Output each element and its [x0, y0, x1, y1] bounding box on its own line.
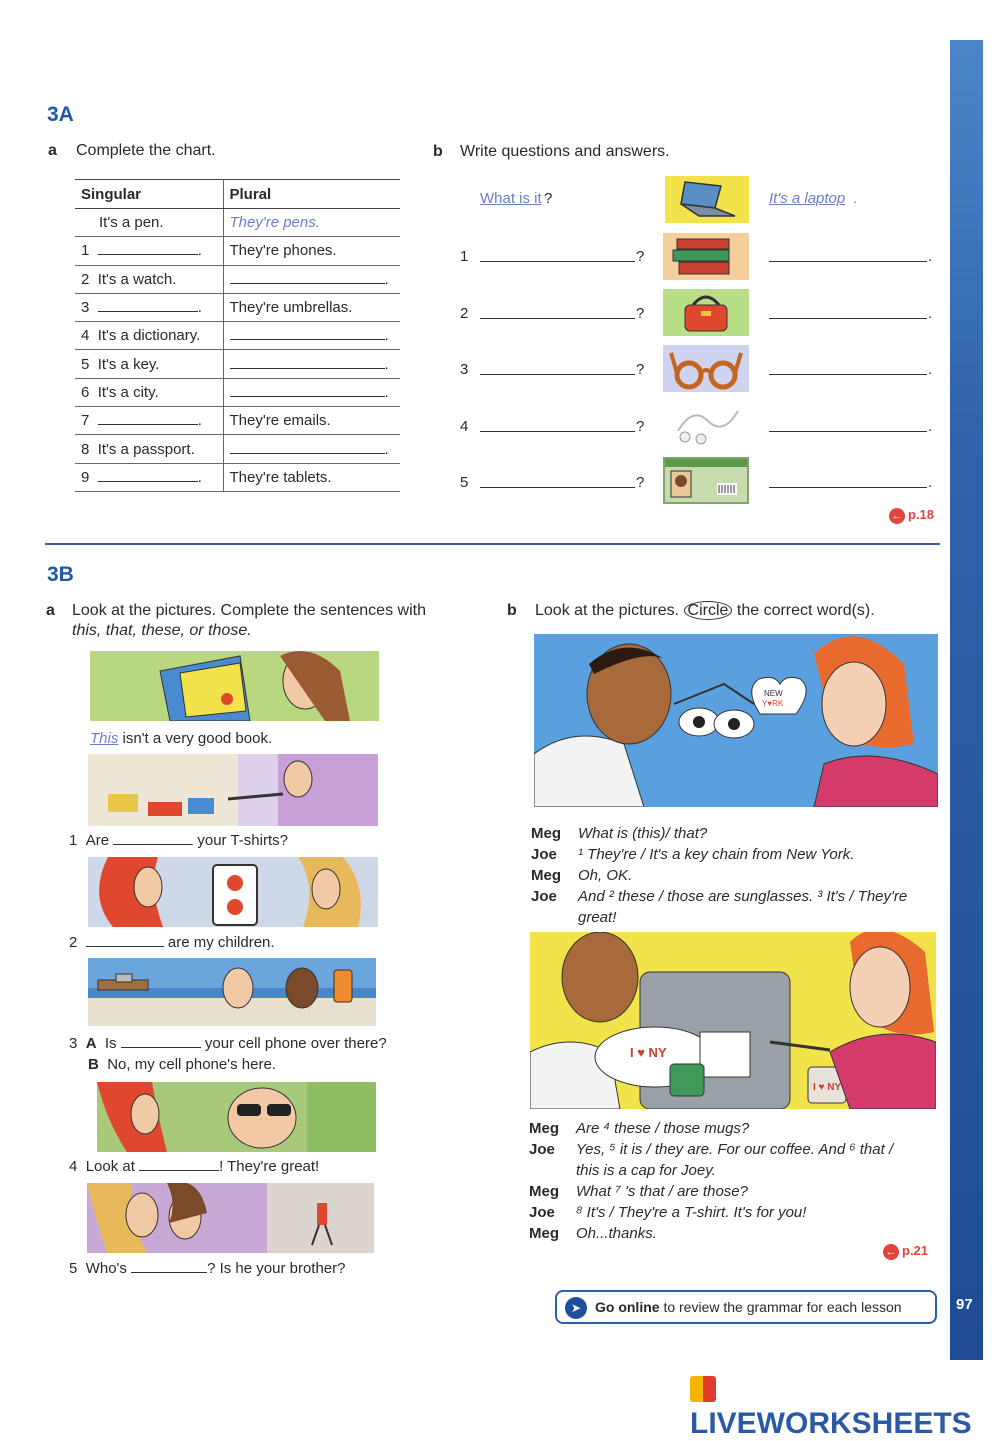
qa-row: 5 ? . [455, 471, 935, 511]
chart-row [75, 378, 400, 406]
section-divider [45, 543, 940, 545]
chart-singular-cell[interactable]: 3 . [75, 293, 223, 321]
example-singular: It's a pen. [75, 209, 223, 237]
chart-plural-cell: They're phones. [223, 237, 400, 265]
dialog-line[interactable] [531, 886, 907, 907]
dialog-text: great! [578, 909, 617, 926]
sunglasses-icon [674, 684, 754, 738]
reading-illustration [90, 651, 379, 721]
3b-a-sentence-2: 2 are my children. [69, 934, 275, 951]
speaker: Meg [529, 1225, 559, 1242]
room-illustration [88, 754, 378, 826]
qa-number: 5 [460, 474, 469, 491]
chart-plural-cell: They're umbrellas. [223, 293, 400, 321]
chart-singular-cell[interactable]: 1 . [75, 237, 223, 265]
chart-plural-cell[interactable]: . [223, 435, 400, 463]
speaker: Meg [529, 1120, 559, 1137]
3b-a-instruction-1: Look at the pictures. Complete the sentences with [72, 602, 426, 619]
qa-number: 2 [460, 304, 469, 322]
children-picture [88, 857, 378, 927]
sunglasses-picture [97, 1082, 376, 1152]
qa-number: 4 [460, 417, 469, 435]
id-card-icon [665, 459, 747, 502]
dialog-text: What ⁷ 's that / are those? [576, 1183, 748, 1200]
dialog-text: this is a cap for Joey. [576, 1162, 716, 1179]
bag-picture [663, 289, 749, 336]
3b-a-sentence-4: 4 Look at ! They're great! [69, 1158, 320, 1175]
question-blank[interactable] [480, 415, 635, 432]
chart-plural-cell: They're emails. [223, 407, 400, 435]
circle-word: Circle [684, 601, 733, 620]
chart-row [75, 322, 400, 350]
earphones-picture [663, 401, 749, 448]
chart-plural-cell[interactable]: . [223, 265, 400, 293]
chart-row [75, 237, 400, 265]
liveworksheets-logo: LIVEWORKSHEETS [690, 1373, 1000, 1441]
qa-row: 3 ? . [455, 358, 935, 398]
3b-b-instruction: Look at the pictures. Circle the correct word(s). [535, 602, 875, 619]
brother-picture [87, 1183, 374, 1253]
qa-number: 3 [460, 361, 469, 378]
dialog-line[interactable] [531, 823, 907, 844]
keychain-sunglasses-picture [534, 634, 938, 807]
street-illustration [87, 1183, 374, 1253]
dialog-text: Yes, ⁵ it is / they are. For our coffee. And ⁶ that / [576, 1141, 894, 1158]
laptop-picture [665, 176, 749, 223]
singular-plural-chart [75, 179, 400, 492]
chart-singular-cell: 8 It's a passport. [75, 435, 223, 463]
mug-icon [670, 1064, 704, 1096]
glasses-icon [663, 345, 749, 392]
answer-blank[interactable] [769, 302, 927, 319]
dialog-line[interactable] [529, 1160, 893, 1181]
chart-singular-cell: 6 It's a city. [75, 378, 223, 406]
chart-singular-cell: 5 It's a key. [75, 350, 223, 378]
chart-head-plural: Plural [223, 180, 400, 209]
3a-a-letter: a [48, 142, 57, 159]
3b-a-sentence-1: 1 Are your T-shirts? [69, 832, 288, 849]
speaker: Meg [531, 867, 561, 884]
logo-icon [690, 1376, 716, 1402]
answer-blank[interactable] [769, 415, 927, 432]
chart-row [75, 265, 400, 293]
3b-a-sentence-3b: B No, my cell phone's here. [88, 1056, 276, 1073]
svg-text:Y♥RK: Y♥RK [762, 699, 784, 708]
3b-a-letter: a [46, 602, 55, 619]
svg-text:I ♥ NY: I ♥ NY [630, 1045, 667, 1060]
qa-row: 4 ? . [455, 415, 935, 455]
question-blank[interactable] [480, 245, 635, 262]
3b-page-reference[interactable]: ← p.21 [883, 1243, 928, 1260]
apple-keychain-icon [752, 677, 806, 714]
chart-row [75, 350, 400, 378]
meg-joe-illustration-1 [534, 634, 938, 807]
qa-example-row: What is it ? It's a laptop . [480, 190, 858, 207]
chart-row [75, 435, 400, 463]
back-arrow-icon: ← [889, 508, 905, 524]
meg-joe-illustration-2 [530, 932, 936, 1109]
svg-text:NEW: NEW [764, 689, 783, 698]
dialog-line[interactable] [531, 907, 907, 928]
dialog-line[interactable] [531, 844, 907, 865]
section-3b-title: 3B [47, 563, 74, 586]
dialog-text: What is (this)/ that? [578, 825, 708, 842]
dialog-text: ¹ They're / It's a key chain from New York. [578, 846, 855, 863]
chart-plural-cell[interactable]: . [223, 322, 400, 350]
chart-plural-cell[interactable]: . [223, 350, 400, 378]
dialog-2 [529, 1118, 893, 1244]
dialog-text: Are ⁴ these / those mugs? [576, 1120, 750, 1137]
speaker: Joe [529, 1141, 555, 1158]
laptop-icon [665, 176, 749, 223]
handbag-icon [663, 289, 749, 336]
back-arrow-icon: ← [883, 1244, 899, 1260]
glasses-picture [663, 345, 749, 392]
chart-plural-cell[interactable]: . [223, 378, 400, 406]
chart-head-singular: Singular [75, 180, 223, 209]
id-card-picture [663, 457, 749, 504]
dialog-text: ⁸ It's / They're a T-shirt. It's for you! [576, 1204, 807, 1221]
qa-number: 1 [460, 248, 469, 265]
answer-blank[interactable] [769, 358, 927, 375]
cell-phone-illustration [88, 958, 376, 1026]
dialog-line[interactable] [529, 1202, 893, 1223]
qa-row: 2 ? . [455, 302, 935, 342]
example-question: What is it [480, 190, 542, 207]
speaker: Meg [529, 1183, 559, 1200]
dialog-1 [531, 823, 907, 928]
tshirts-picture [88, 754, 378, 826]
section-3a-title: 3A [47, 103, 74, 126]
chart-singular-cell[interactable]: 7 . [75, 407, 223, 435]
page-edge-bar [950, 40, 983, 1360]
chart-singular-cell[interactable]: 9 . [75, 463, 223, 491]
sunglasses-illustration [97, 1082, 376, 1152]
3b-a-instruction-2: this, that, these, or those. [72, 622, 252, 639]
3a-page-reference[interactable]: ← p.18 [889, 507, 934, 524]
books-icon [663, 233, 749, 280]
chart-row [75, 407, 400, 435]
speaker: Joe [531, 846, 557, 863]
chart-row [75, 293, 400, 321]
books-picture [663, 233, 749, 280]
question-blank[interactable] [480, 358, 635, 375]
speaker: Meg [531, 825, 561, 842]
3a-b-instruction: Write questions and answers. [460, 143, 670, 160]
dialog-line[interactable] [529, 1223, 893, 1244]
mugs-cap-picture [530, 932, 936, 1109]
dialog-line[interactable] [531, 865, 907, 886]
tablet-illustration [88, 857, 378, 927]
dialog-line[interactable] [529, 1139, 893, 1160]
example-plural: They're pens. [223, 209, 400, 237]
chart-singular-cell: 2 It's a watch. [75, 265, 223, 293]
3b-a-sentence-3: 3 A Is your cell phone over there? [69, 1035, 387, 1052]
3a-b-letter: b [433, 143, 443, 160]
chart-plural-cell: They're tablets. [223, 463, 400, 491]
svg-text:I ♥ NY: I ♥ NY [813, 1082, 842, 1093]
go-online-banner[interactable]: ➤ Go online to review the grammar for each lesson [555, 1290, 937, 1324]
dialog-text: And ² these / those are sunglasses. ³ It's / They're [578, 888, 908, 905]
question-blank[interactable] [480, 471, 635, 488]
dialog-text: Oh...thanks. [576, 1225, 657, 1242]
dialog-line[interactable] [529, 1118, 893, 1139]
earphones-icon [663, 401, 749, 448]
dialog-text: Oh, OK. [578, 867, 633, 884]
page-number: 97 [956, 1296, 973, 1313]
question-blank[interactable] [480, 302, 635, 319]
cursor-icon: ➤ [565, 1297, 587, 1319]
book-reading-picture [90, 651, 379, 721]
qa-row: 1 ? . [455, 245, 935, 285]
cell-phone-picture [88, 958, 376, 1026]
chart-singular-cell: 4 It's a dictionary. [75, 322, 223, 350]
3b-a-sentence-5: 5 Who's ? Is he your brother? [69, 1260, 346, 1277]
speaker: Joe [531, 888, 557, 905]
example-answer: It's a laptop [769, 190, 846, 207]
3b-b-letter: b [507, 602, 517, 619]
chart-example-row [75, 209, 400, 237]
answer-blank[interactable] [769, 245, 927, 262]
3b-a-example: This isn't a very good book. [90, 730, 273, 747]
dialog-line[interactable] [529, 1181, 893, 1202]
answer-blank[interactable] [769, 471, 927, 488]
chart-row [75, 463, 400, 491]
speaker: Joe [529, 1204, 555, 1221]
3a-a-instruction: Complete the chart. [76, 142, 216, 159]
